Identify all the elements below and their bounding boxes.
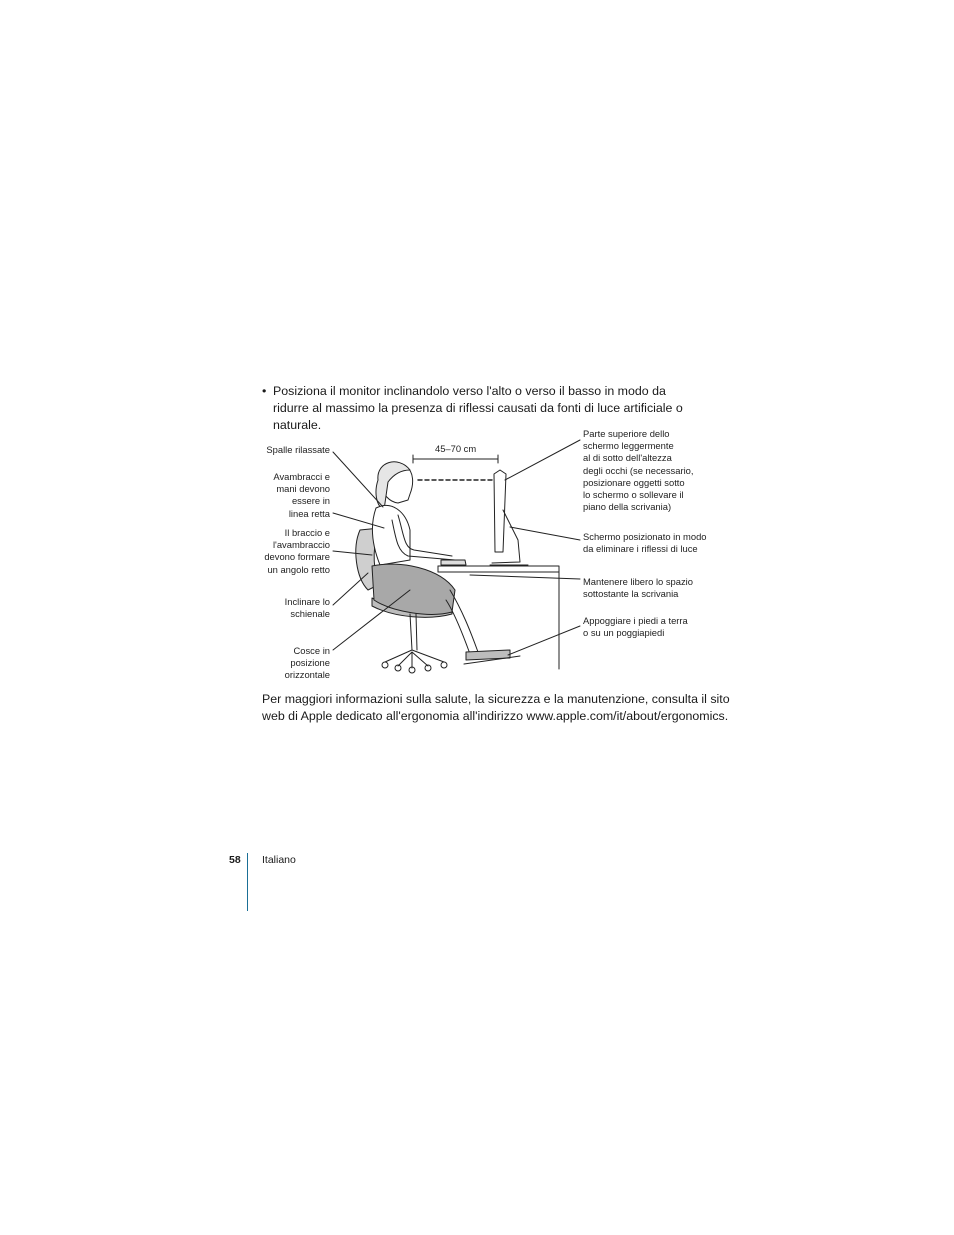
monitor-screen <box>494 470 506 552</box>
section-name: Italiano <box>262 854 296 866</box>
bullet-text: Posiziona il monitor inclinandolo verso l'alto o verso il basso in modo da ridurre al massimo la presenza di riflessi causati da fonti di luce artificiale o naturale. <box>273 384 683 432</box>
page-number: 58 <box>229 854 241 866</box>
person-torso <box>373 505 410 565</box>
label-desk-space: Mantenere libero lo spazio sottostante la scrivania <box>583 576 693 600</box>
keyboard <box>441 560 466 565</box>
label-backrest: Inclinare lo schienale <box>284 596 330 620</box>
chair-base <box>385 650 444 668</box>
info-paragraph: Per maggiori informazioni sulla salute, la sicurezza e la manutenzione, consulta il sito web di Apple dedicato all'ergonomia all'indirizzo www.apple.com/it/about/ergonomics. <box>262 692 730 723</box>
label-screen-top: Parte superiore dello schermo leggermente al di sotto dell'altezza degli occhi (se necessario, posizionare oggetti sotto lo schermo o sollevare il piano della scrivania) <box>583 428 694 513</box>
label-forearms: Avambracci e mani devono essere in linea retta <box>273 471 330 519</box>
label-shoulders: Spalle rilassate <box>266 444 330 455</box>
label-screen-position: Schermo posizionato in modo da eliminare i riflessi di luce <box>583 531 707 555</box>
label-thighs: Cosce in posizione orizzontale <box>284 645 330 681</box>
label-feet: Appoggiare i piedi a terra o su un poggiapiedi <box>583 615 688 639</box>
label-arm-angle: Il braccio e l'avambraccio devono formare un angolo retto <box>264 527 330 575</box>
distance-label: 45–70 cm <box>435 443 477 454</box>
bullet-symbol: • <box>262 384 267 398</box>
footer-rule <box>247 853 248 911</box>
